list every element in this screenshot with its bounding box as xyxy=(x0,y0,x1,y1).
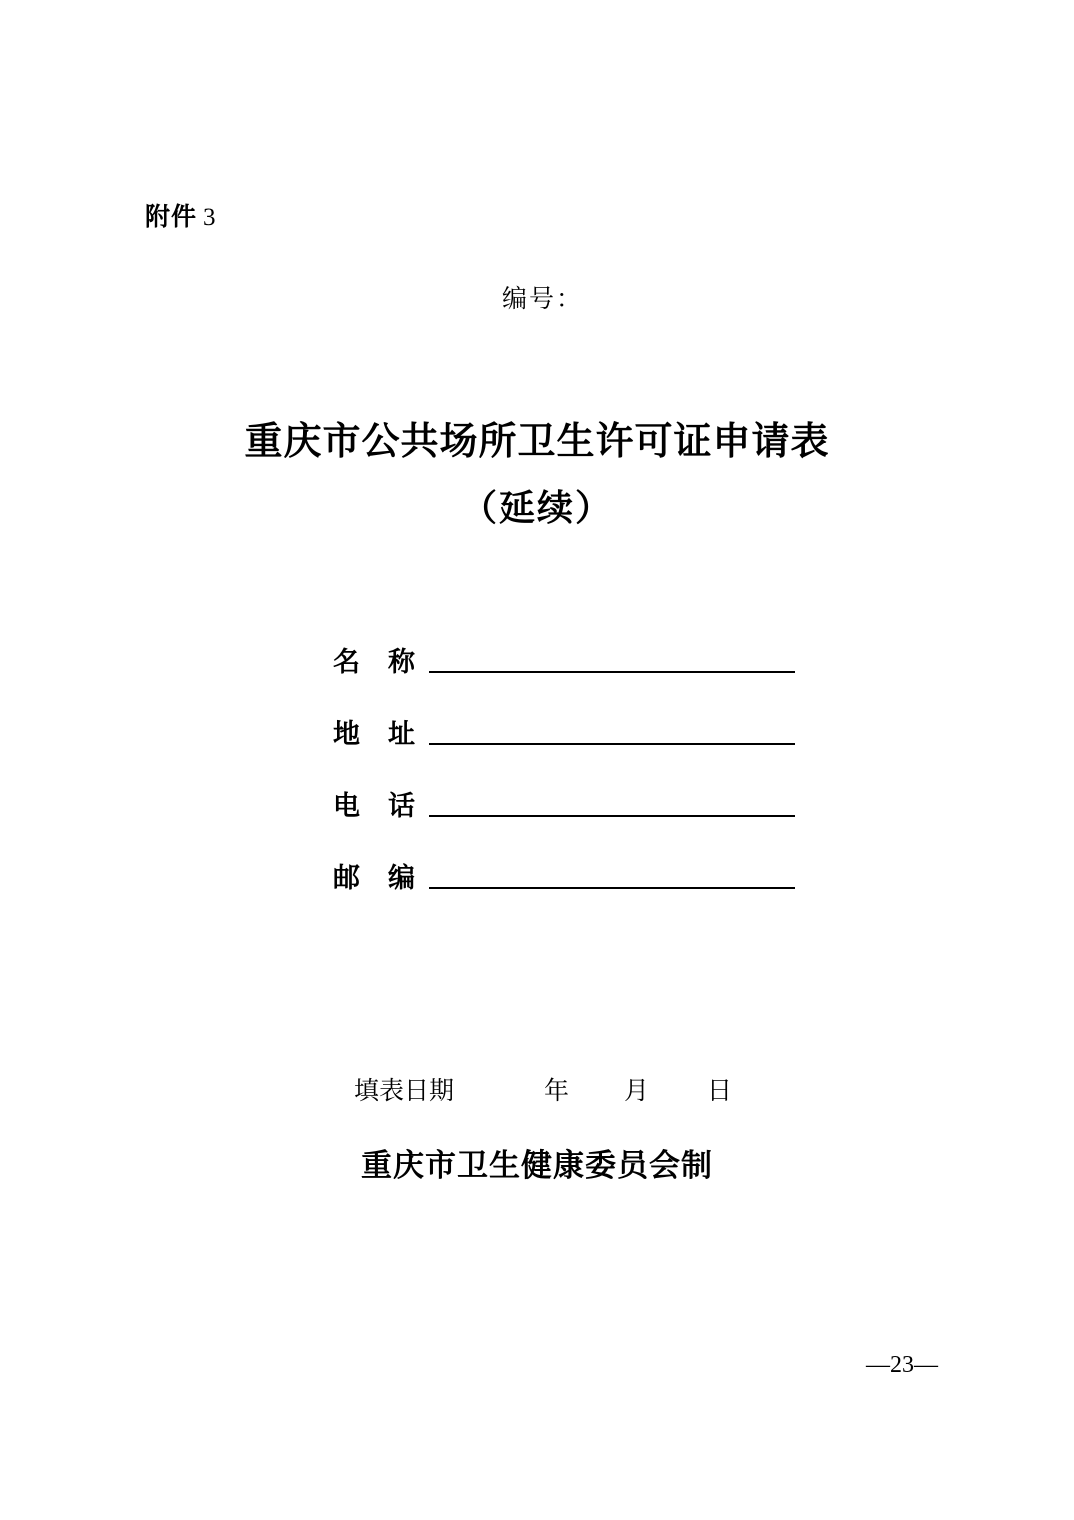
field-name xyxy=(333,638,795,678)
field-address-input-line[interactable] xyxy=(429,743,795,745)
field-name-label-char2: 称 xyxy=(388,647,415,678)
document-subtitle: （延续） xyxy=(460,487,613,529)
issuer-name: 重庆市卫生健康委员会制 xyxy=(361,1148,713,1184)
fill-date-label: 填表日期 xyxy=(354,1076,455,1105)
page-number: —23— xyxy=(866,1352,938,1378)
field-postcode-label-char1: 邮 xyxy=(333,863,360,894)
field-address-label-char1: 地 xyxy=(333,719,360,750)
field-postcode xyxy=(333,854,795,894)
fill-date-month: 月 xyxy=(624,1076,650,1105)
field-phone-input-line[interactable] xyxy=(429,815,795,817)
fill-date xyxy=(354,1071,754,1105)
field-address-label-char2: 址 xyxy=(388,719,415,750)
document-title: 重庆市公共场所卫生许可证申请表 xyxy=(244,418,830,463)
field-phone-label-char2: 话 xyxy=(388,791,415,822)
field-address xyxy=(333,710,795,750)
field-postcode-label-char2: 编 xyxy=(388,863,415,894)
field-name-label-char1: 名 xyxy=(333,647,360,678)
fill-date-year: 年 xyxy=(544,1076,570,1105)
serial-number-label: 编号： xyxy=(502,284,584,313)
field-phone-label-char1: 电 xyxy=(333,791,360,822)
attachment-label xyxy=(145,197,217,233)
attachment-number: 3 xyxy=(203,204,217,231)
field-postcode-input-line[interactable] xyxy=(429,887,795,889)
attachment-label-text: 附件 xyxy=(145,202,198,231)
field-phone xyxy=(333,782,795,822)
field-name-input-line[interactable] xyxy=(429,671,795,673)
fill-date-day: 日 xyxy=(707,1076,733,1105)
